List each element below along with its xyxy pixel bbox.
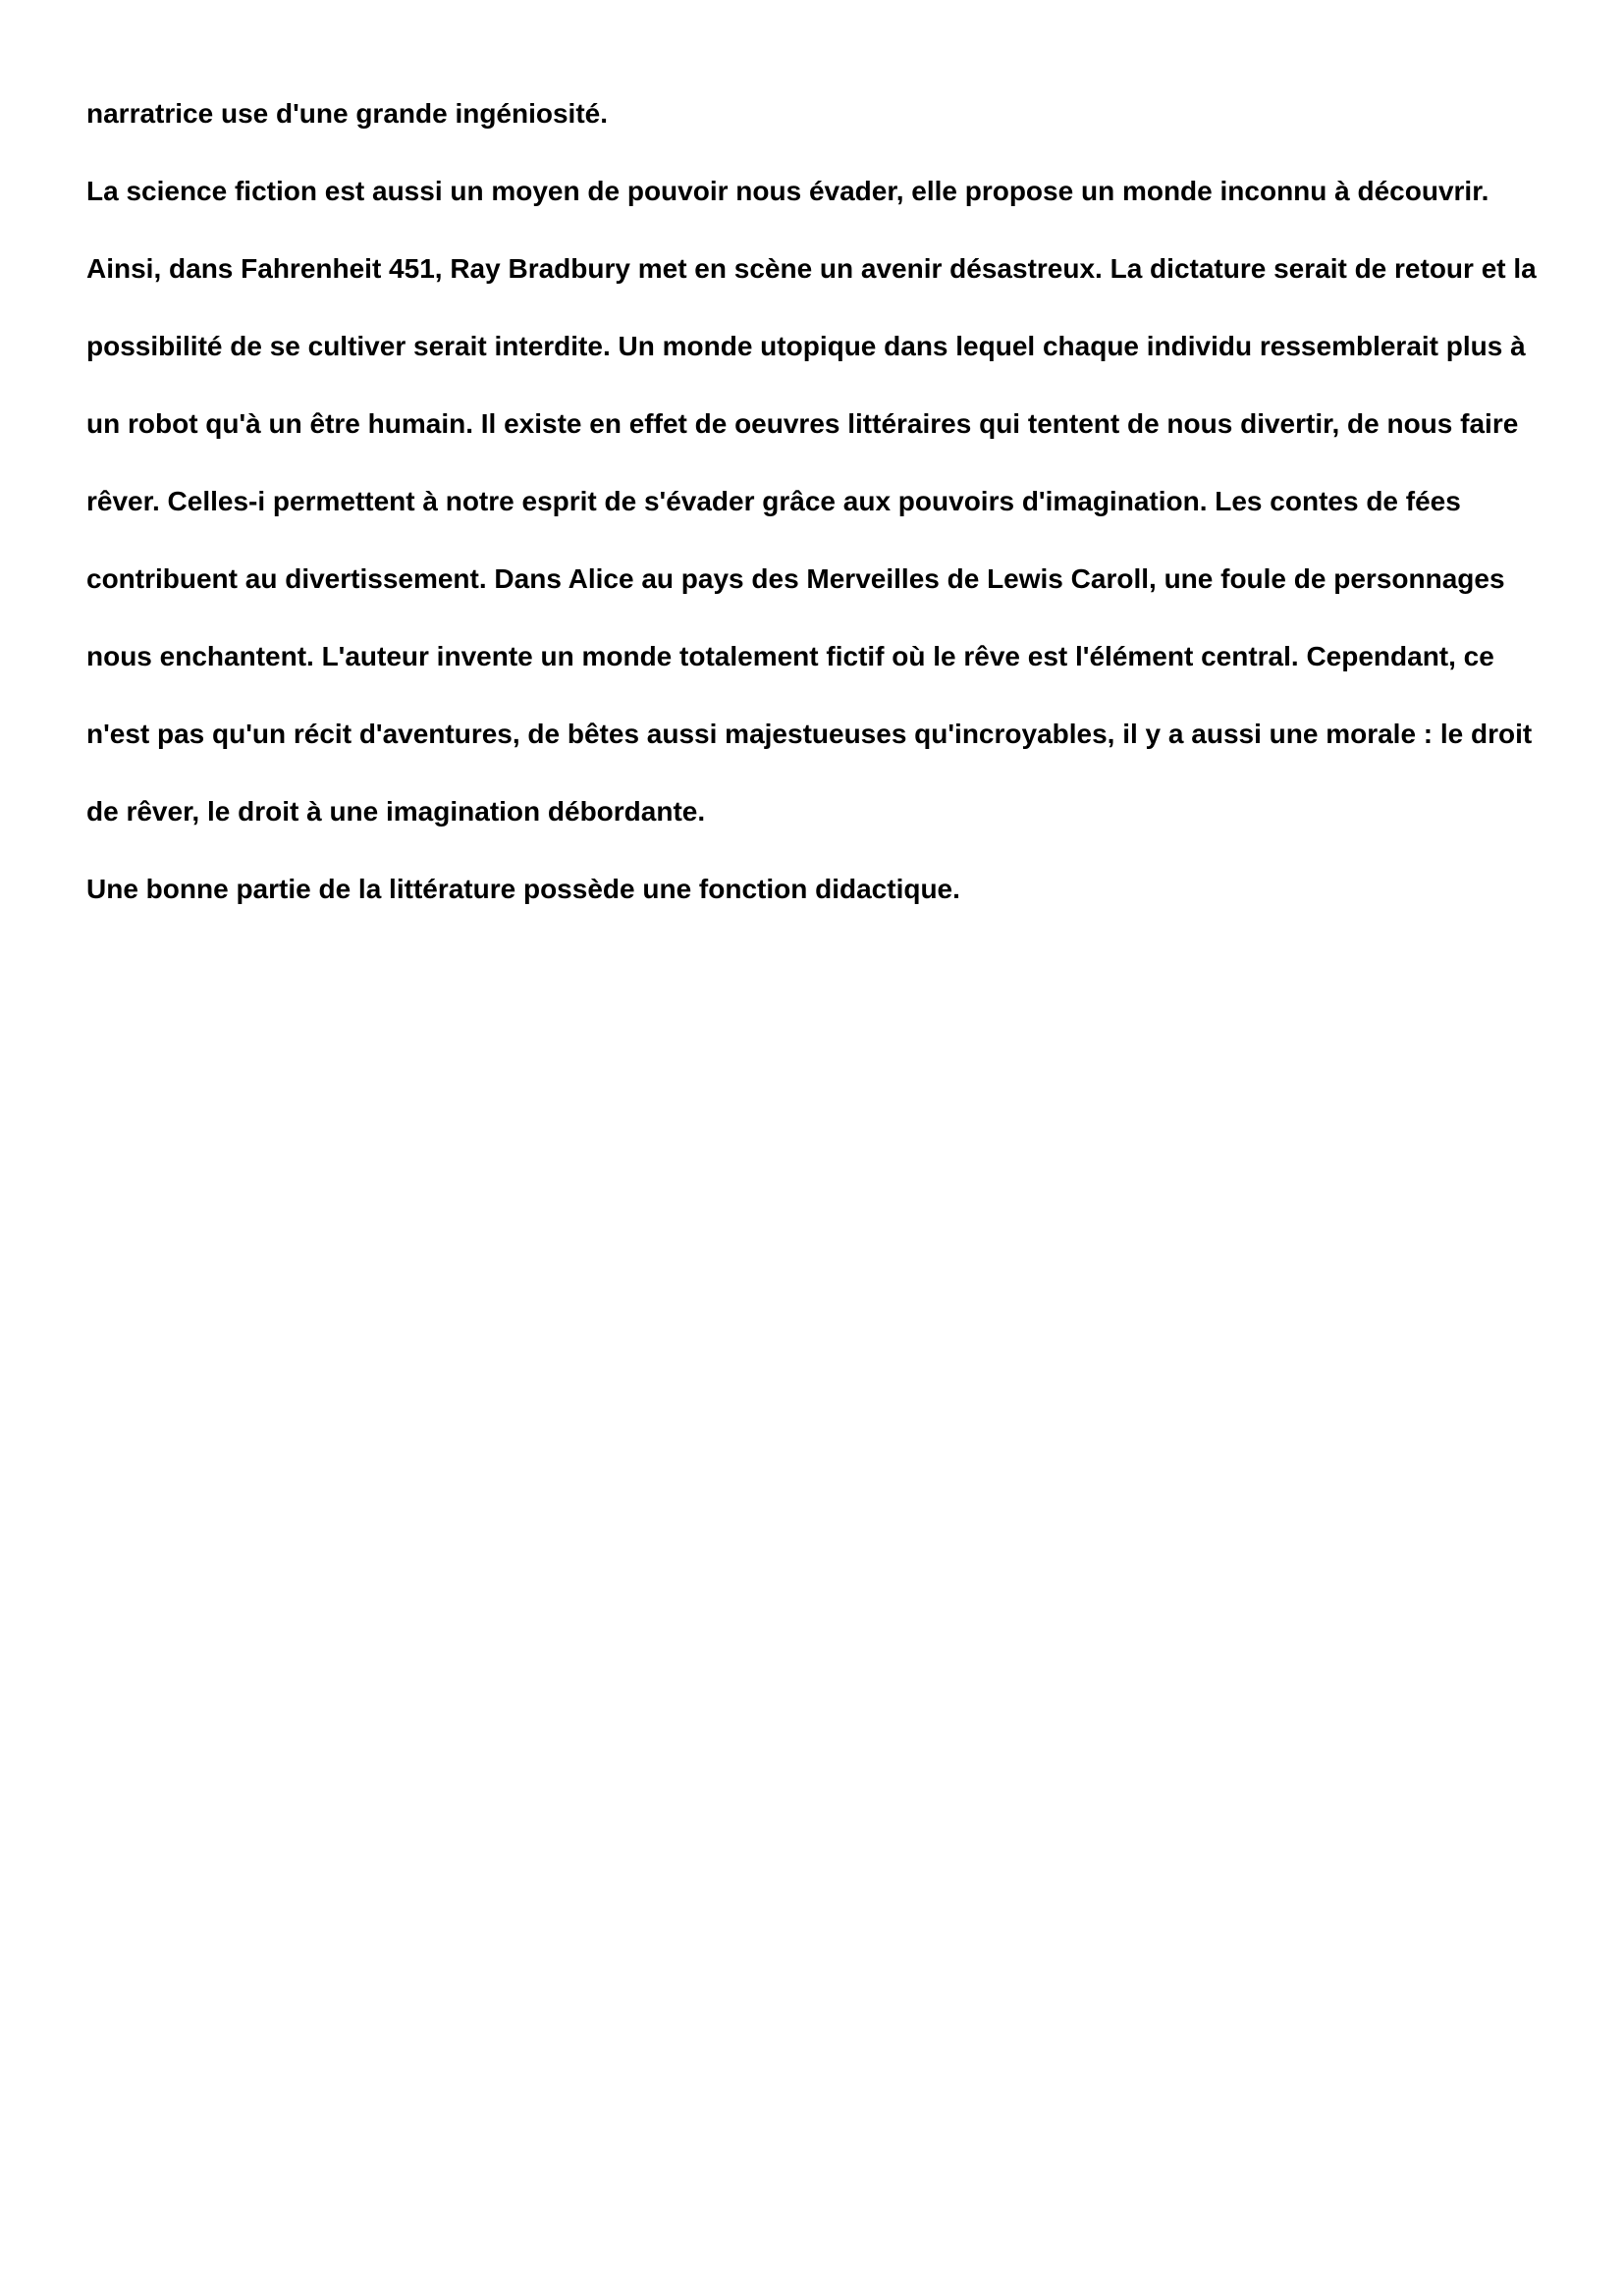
text-line: un robot qu'à un être humain. Il existe en effet de oeuvres littéraires qui tentent de nous divertir, de nous faire: [86, 408, 1519, 439]
text-line: rêver. Celles-i permettent à notre esprit de s'évader grâce aux pouvoirs d'imagination. Les contes de fées: [86, 486, 1461, 516]
text-line: de rêver, le droit à une imagination débordante.: [86, 796, 706, 827]
text-line: nous enchantent. L'auteur invente un monde totalement fictif où le rêve est l'élément central. Cependant, ce: [86, 641, 1494, 671]
text-line: n'est pas qu'un récit d'aventures, de bêtes aussi majestueuses qu'incroyables, il y a aussi une morale : le droit: [86, 719, 1533, 749]
text-line: Une bonne partie de la littérature possède une fonction didactique.: [86, 874, 960, 904]
document-body: [86, 94, 1579, 909]
text-line: narratrice use d'une grande ingéniosité.: [86, 98, 609, 129]
text-line: contribuent au divertissement. Dans Alice au pays des Merveilles de Lewis Caroll, une foule de personnages: [86, 563, 1505, 594]
text-line: La science fiction est aussi un moyen de pouvoir nous évader, elle propose un monde inconnu à découvrir.: [86, 176, 1489, 206]
text-line: possibilité de se cultiver serait interdite. Un monde utopique dans lequel chaque individu ressemblerait plus à: [86, 331, 1526, 361]
text-line: Ainsi, dans Fahrenheit 451, Ray Bradbury met en scène un avenir désastreux. La dictature serait de retour et la: [86, 253, 1537, 284]
